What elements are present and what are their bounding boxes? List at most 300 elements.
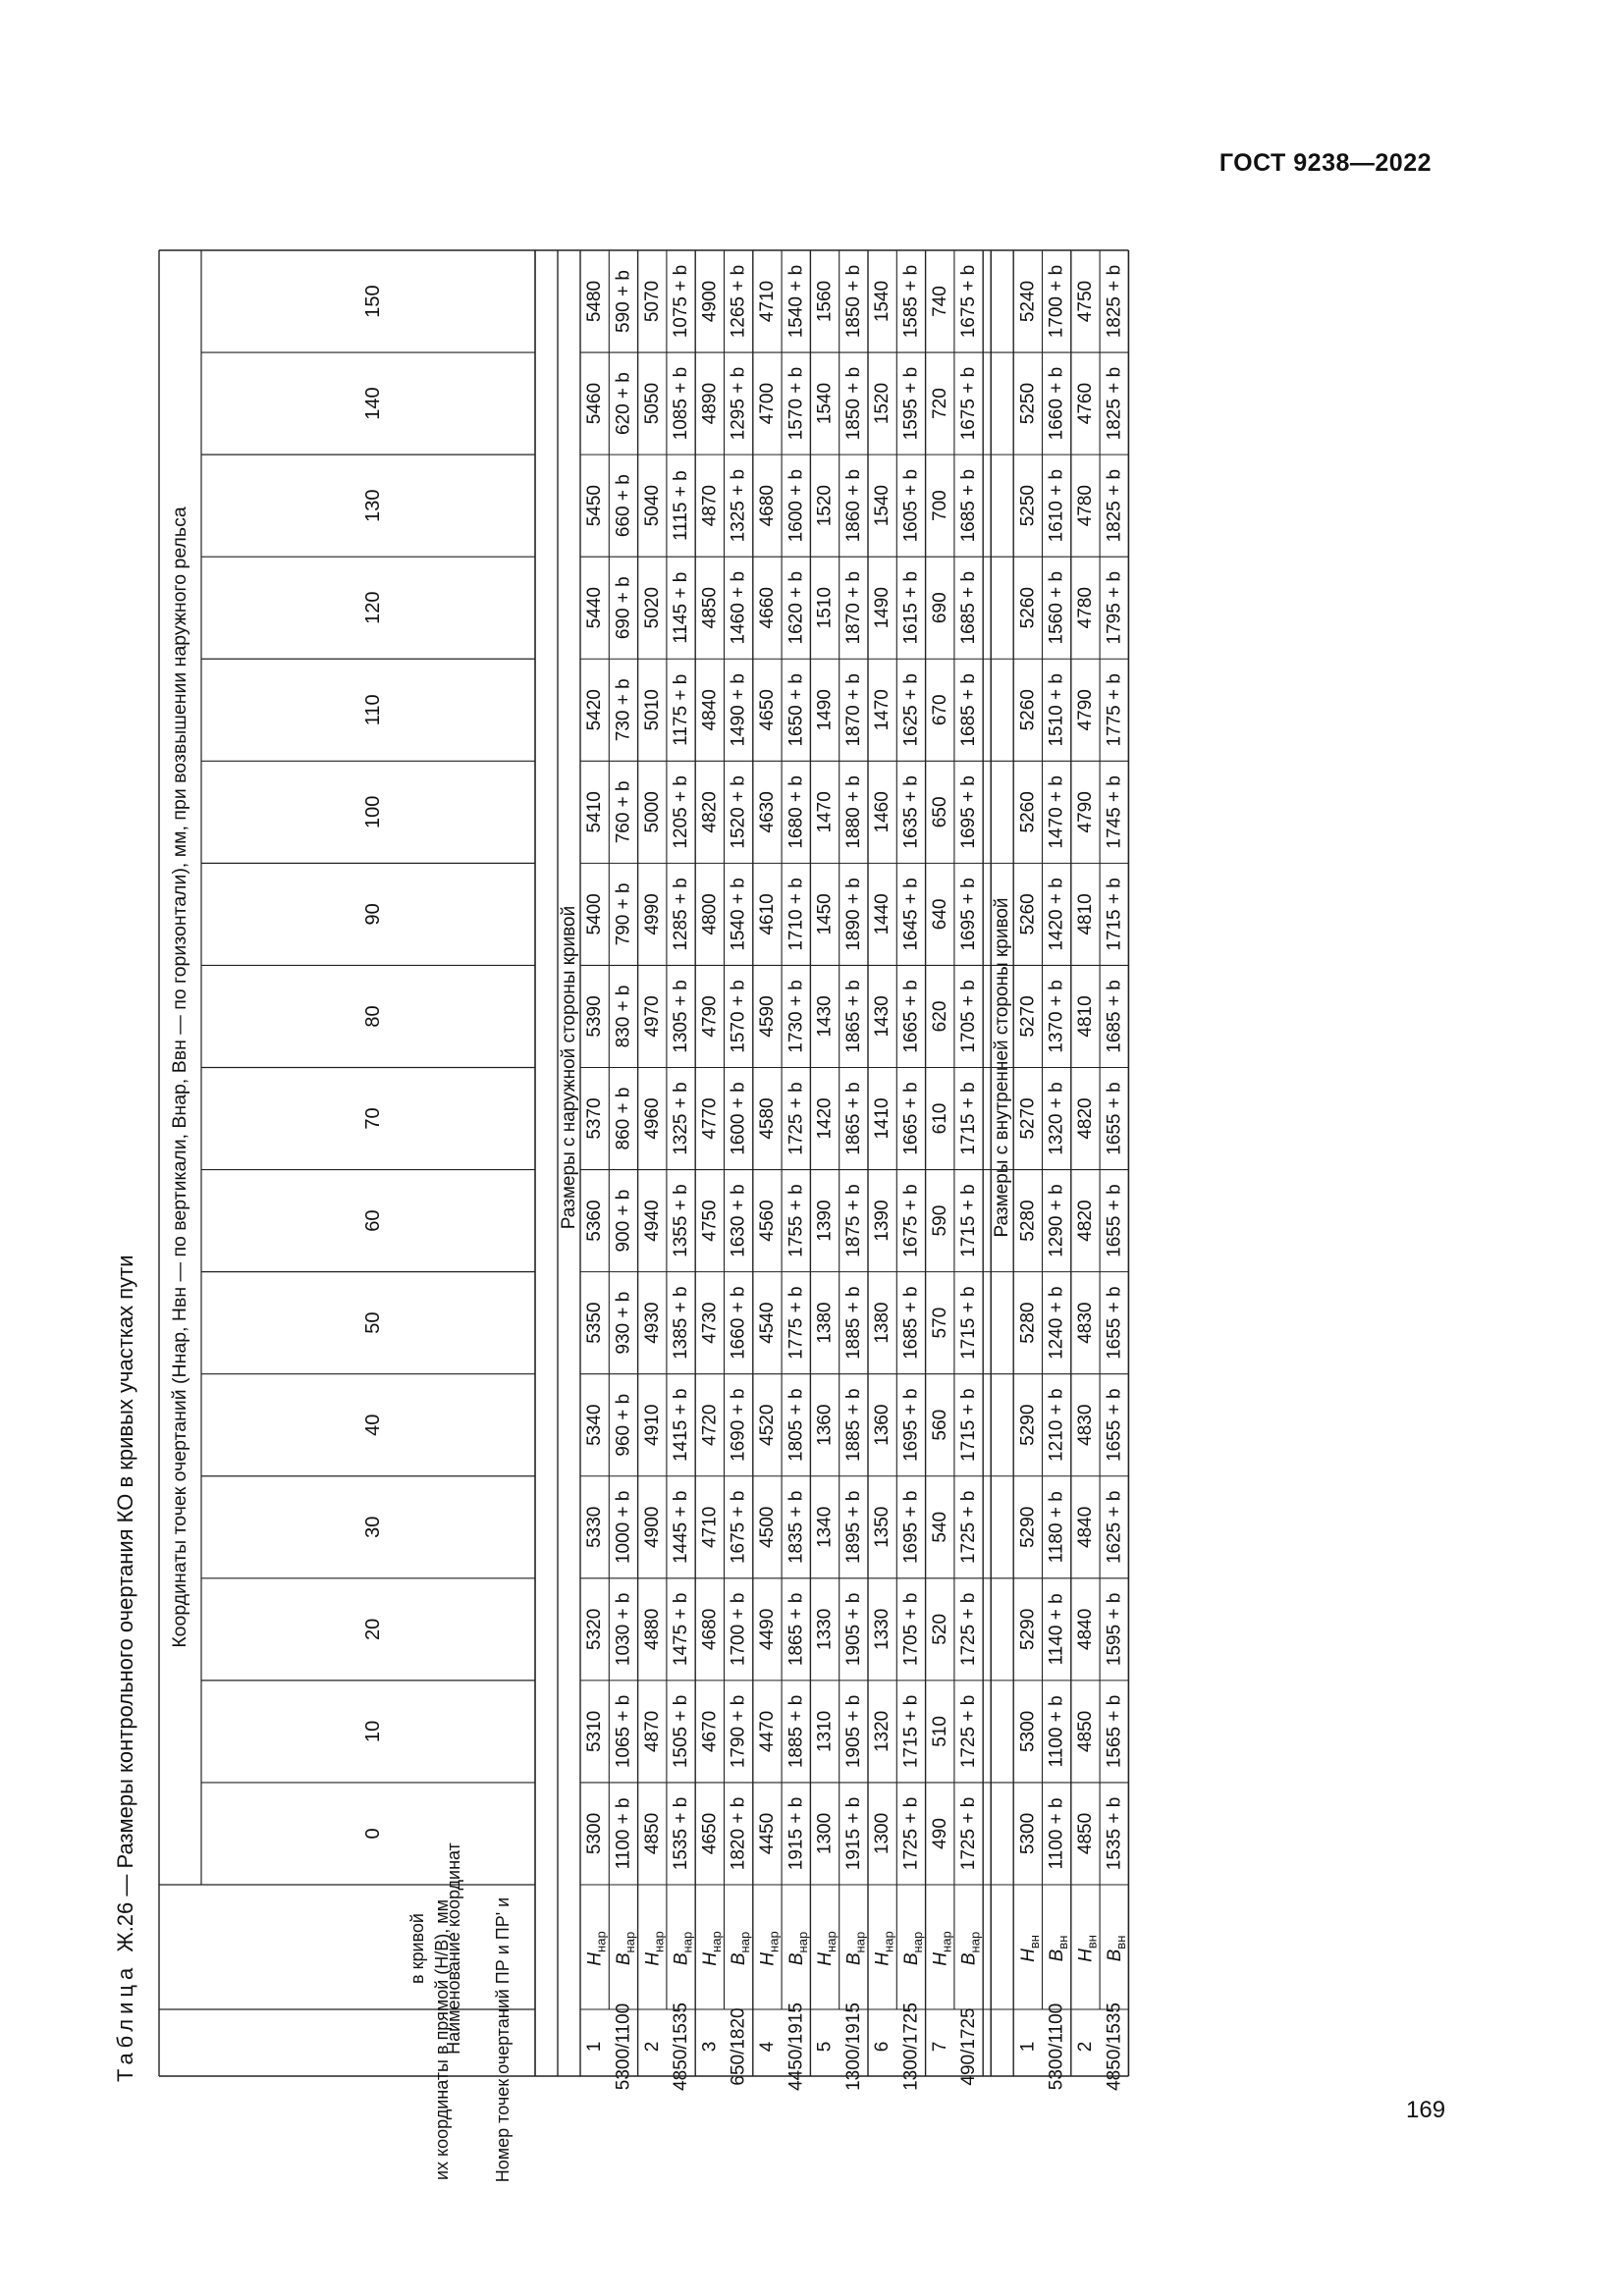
elevation-header: 20 xyxy=(362,1618,384,1640)
cell-value: 5450 xyxy=(584,485,606,527)
cell-value: 1305 + b xyxy=(671,980,692,1053)
cell-value: 1585 + b xyxy=(900,264,922,339)
cell-value: 1655 + b xyxy=(1104,1184,1125,1257)
cell-value: 1360 xyxy=(872,1404,893,1446)
cell-value: 620 xyxy=(929,1000,950,1033)
cell-value: 4790 xyxy=(699,995,721,1038)
cell-value: 1675 + b xyxy=(728,1490,749,1565)
cell-value: 5250 xyxy=(1017,485,1039,527)
point-coords: 4450/1915 xyxy=(785,2002,807,2091)
cell-value: 4830 xyxy=(1074,1404,1096,1446)
cell-value: 520 xyxy=(929,1613,950,1645)
cell-value: 1885 + b xyxy=(842,1286,864,1360)
cell-value: 1665 + b xyxy=(900,980,922,1053)
cell-value: 4750 xyxy=(1074,280,1096,323)
cell-value: 1905 + b xyxy=(842,1592,864,1667)
cell-value: 4810 xyxy=(1074,893,1096,935)
cell-value: 1795 + b xyxy=(1104,570,1125,645)
cell-value: 5040 xyxy=(641,485,663,527)
cell-value: 1685 + b xyxy=(1104,980,1125,1053)
cell-value: 4840 xyxy=(1074,1506,1096,1548)
coord-name: $B_{нар}$ xyxy=(671,1931,695,1966)
cell-value: 1540 xyxy=(872,485,893,527)
cell-value: 1320 xyxy=(872,1710,893,1753)
cell-value: 1325 + b xyxy=(728,468,749,543)
cell-value: 650 xyxy=(929,796,950,828)
point-number: 2 xyxy=(641,2041,663,2053)
cell-value: 1685 + b xyxy=(958,570,980,645)
cell-value: 1175 + b xyxy=(671,673,692,746)
header-point-line1: Номер точек очертаний ПР и ПР' и xyxy=(493,1896,513,2183)
cell-value: 1380 xyxy=(814,1302,836,1344)
point-coords: 490/1725 xyxy=(958,2007,980,2086)
cell-value: 4750 xyxy=(699,1200,721,1242)
cell-value: 1685 + b xyxy=(958,673,980,747)
cell-value: 1850 + b xyxy=(842,366,864,441)
cell-value: 4970 xyxy=(641,995,663,1038)
cell-value: 4680 xyxy=(756,485,778,527)
cell-value: 5270 xyxy=(1017,1097,1039,1140)
cell-value: 1030 + b xyxy=(613,1592,634,1667)
cell-value: 830 + b xyxy=(613,985,634,1048)
cell-value: 4900 xyxy=(641,1506,663,1548)
cell-value: 4790 xyxy=(1074,791,1096,833)
cell-value: 1535 + b xyxy=(671,1796,692,1871)
cell-value: 1655 + b xyxy=(1104,1388,1125,1462)
coord-name: $B_{нар}$ xyxy=(958,1931,983,1966)
cell-value: 1625 + b xyxy=(1104,1490,1125,1565)
cell-value: 1755 + b xyxy=(785,1184,807,1257)
cell-value: 5420 xyxy=(584,689,606,731)
coord-name: $B_{нар}$ xyxy=(613,1931,637,1966)
cell-value: 5440 xyxy=(584,587,606,629)
cell-value: 4840 xyxy=(1074,1608,1096,1650)
cell-value: 1675 + b xyxy=(958,366,980,441)
cell-value: 1300 xyxy=(872,1812,893,1855)
cell-value: 1825 + b xyxy=(1104,468,1125,543)
cell-value: 1600 + b xyxy=(785,468,807,543)
cell-value: 1560 xyxy=(814,280,836,323)
cell-value: 5290 xyxy=(1017,1404,1039,1446)
elevation-header: 50 xyxy=(362,1311,384,1334)
coord-name: $B_{вн}$ xyxy=(1046,1935,1070,1962)
cell-value: 1645 + b xyxy=(900,878,922,951)
cell-value: 620 + b xyxy=(613,372,634,436)
cell-value: 5020 xyxy=(641,587,663,629)
cell-value: 5050 xyxy=(641,382,663,425)
cell-value: 1650 + b xyxy=(785,673,807,747)
point-number: 3 xyxy=(699,2041,721,2053)
cell-value: 1470 xyxy=(872,689,893,731)
coord-name: $H_{нар}$ xyxy=(699,1931,724,1966)
cell-value: 1420 + b xyxy=(1046,878,1067,951)
cell-value: 4910 xyxy=(641,1404,663,1446)
cell-value: 1725 + b xyxy=(958,1796,980,1871)
cell-value: 860 + b xyxy=(613,1087,634,1150)
cell-value: 730 + b xyxy=(613,678,634,742)
cell-value: 1445 + b xyxy=(671,1490,692,1565)
cell-value: 790 + b xyxy=(613,882,634,946)
cell-value: 1560 + b xyxy=(1046,570,1067,645)
cell-value: 5300 xyxy=(584,1812,606,1855)
cell-value: 4470 xyxy=(756,1710,778,1753)
cell-value: 5260 xyxy=(1017,587,1039,629)
cell-value: 1290 + b xyxy=(1046,1184,1067,1257)
cell-value: 1180 + b xyxy=(1046,1491,1067,1564)
cell-value: 1625 + b xyxy=(900,673,922,747)
cell-value: 5290 xyxy=(1017,1506,1039,1548)
cell-value: 4670 xyxy=(699,1710,721,1753)
cell-value: 5270 xyxy=(1017,995,1039,1038)
cell-value: 5460 xyxy=(584,382,606,425)
header-group-text: Координаты точек очертаний (Hнар, Hвн — по вертикали, Bнар, Bвн — по горизонтали), мм, при возвышении наружного рельса xyxy=(169,507,190,1648)
cell-value: 720 xyxy=(929,388,950,419)
cell-value: 1695 + b xyxy=(900,1388,922,1462)
cell-value: 4630 xyxy=(756,791,778,833)
cell-value: 1360 xyxy=(814,1404,836,1446)
point-coords: 650/1820 xyxy=(728,2007,749,2086)
cell-value: 1450 xyxy=(814,893,836,935)
cell-value: 1350 xyxy=(872,1506,893,1548)
cell-value: 1340 xyxy=(814,1506,836,1548)
header-point-line2: их координаты в прямой (H/B), мм xyxy=(432,1898,452,2181)
coord-name: $B_{нар}$ xyxy=(842,1931,867,1966)
cell-value: 1570 + b xyxy=(785,366,807,441)
cell-value: 4850 xyxy=(1074,1710,1096,1753)
cell-value: 1470 + b xyxy=(1046,775,1067,849)
cell-value: 1380 xyxy=(872,1302,893,1344)
cell-value: 590 xyxy=(929,1204,950,1237)
cell-value: 5280 xyxy=(1017,1200,1039,1242)
cell-value: 1675 + b xyxy=(900,1184,922,1257)
header-name-line1: Наименование координат xyxy=(444,1842,463,2055)
section-title: Размеры с внутренней стороны кривой xyxy=(992,897,1013,1238)
cell-value: 1410 xyxy=(872,1097,893,1140)
cell-value: 1085 + b xyxy=(671,366,692,441)
cell-value: 5360 xyxy=(584,1200,606,1242)
cell-value: 5240 xyxy=(1017,280,1039,323)
cell-value: 4770 xyxy=(699,1097,721,1140)
cell-value: 4850 xyxy=(699,587,721,629)
cell-value: 1000 + b xyxy=(613,1490,634,1565)
cell-value: 1320 + b xyxy=(1046,1082,1067,1155)
cell-value: 1655 + b xyxy=(1104,1082,1125,1155)
cell-value: 570 xyxy=(929,1307,950,1339)
cell-value: 1100 + b xyxy=(1046,1797,1067,1870)
cell-value: 1870 + b xyxy=(842,673,864,747)
point-coords: 1300/1725 xyxy=(900,2002,922,2091)
cell-value: 1565 + b xyxy=(1104,1694,1125,1769)
cell-value: 1790 + b xyxy=(728,1694,749,1769)
cell-value: 660 + b xyxy=(613,474,634,538)
cell-value: 5350 xyxy=(584,1302,606,1344)
cell-value: 1210 + b xyxy=(1046,1388,1067,1462)
cell-value: 4610 xyxy=(756,893,778,935)
cell-value: 1415 + b xyxy=(671,1388,692,1462)
elevation-header: 60 xyxy=(362,1209,384,1232)
cell-value: 760 + b xyxy=(613,780,634,844)
cell-value: 4800 xyxy=(699,893,721,935)
cell-value: 1145 + b xyxy=(671,571,692,644)
cell-value: 4900 xyxy=(699,280,721,323)
elevation-header: 150 xyxy=(362,285,384,318)
cell-value: 1330 xyxy=(814,1608,836,1650)
point-coords: 1300/1915 xyxy=(842,2002,864,2091)
cell-value: 5260 xyxy=(1017,893,1039,935)
cell-value: 960 + b xyxy=(613,1393,634,1457)
cell-value: 1825 + b xyxy=(1104,264,1125,339)
cell-value: 1595 + b xyxy=(1104,1592,1125,1667)
cell-value: 1915 + b xyxy=(842,1796,864,1871)
cell-value: 5010 xyxy=(641,689,663,731)
page-number: 169 xyxy=(1406,2097,1446,2123)
cell-value: 1695 + b xyxy=(958,775,980,849)
cell-value: 1685 + b xyxy=(900,1286,922,1360)
cell-value: 1850 + b xyxy=(842,264,864,339)
cell-value: 1905 + b xyxy=(842,1694,864,1769)
cell-value: 4490 xyxy=(756,1608,778,1650)
coord-name: $H_{нар}$ xyxy=(814,1931,839,1966)
coord-name: $H_{нар}$ xyxy=(641,1931,666,1966)
cell-value: 1775 + b xyxy=(785,1286,807,1360)
cell-value: 1595 + b xyxy=(900,366,922,441)
cell-value: 690 + b xyxy=(613,576,634,640)
elevation-header: 100 xyxy=(362,795,384,829)
cell-value: 4810 xyxy=(1074,995,1096,1038)
cell-value: 4710 xyxy=(699,1506,721,1548)
cell-value: 1890 + b xyxy=(842,878,864,951)
cell-value: 4820 xyxy=(1074,1097,1096,1140)
cell-value: 5480 xyxy=(584,280,606,323)
cell-value: 1685 + b xyxy=(958,468,980,543)
cell-value: 5390 xyxy=(584,995,606,1038)
coord-name: $B_{нар}$ xyxy=(728,1931,752,1966)
cell-value: 640 xyxy=(929,898,950,931)
cell-value: 1440 xyxy=(872,893,893,935)
cell-value: 5260 xyxy=(1017,689,1039,731)
cell-value: 4590 xyxy=(756,995,778,1038)
cell-value: 1510 xyxy=(814,587,836,629)
cell-value: 1570 + b xyxy=(728,980,749,1053)
cell-value: 1660 + b xyxy=(1046,366,1067,441)
coord-name: $H_{вн}$ xyxy=(1074,1935,1099,1962)
elevation-header: 120 xyxy=(362,591,384,624)
cell-value: 1605 + b xyxy=(900,468,922,543)
cell-value: 1730 + b xyxy=(785,980,807,1053)
cell-value: 1805 + b xyxy=(785,1388,807,1462)
cell-value: 510 xyxy=(929,1716,950,1747)
cell-value: 560 xyxy=(929,1409,950,1441)
cell-value: 4560 xyxy=(756,1200,778,1242)
cell-value: 1725 + b xyxy=(958,1592,980,1667)
cell-value: 1680 + b xyxy=(785,775,807,849)
cell-value: 1635 + b xyxy=(900,775,922,849)
cell-value: 1745 + b xyxy=(1104,775,1125,849)
cell-value: 4830 xyxy=(1074,1302,1096,1344)
cell-value: 1705 + b xyxy=(958,980,980,1053)
cell-value: 1710 + b xyxy=(785,878,807,951)
cell-value: 1705 + b xyxy=(900,1592,922,1667)
cell-value: 4960 xyxy=(641,1097,663,1140)
cell-value: 1700 + b xyxy=(728,1592,749,1667)
cell-value: 1715 + b xyxy=(958,1388,980,1462)
cell-value: 4870 xyxy=(699,485,721,527)
elevation-header: 80 xyxy=(362,1005,384,1028)
cell-value: 1390 xyxy=(814,1200,836,1242)
cell-value: 1725 + b xyxy=(785,1082,807,1155)
cell-value: 1860 + b xyxy=(842,468,864,543)
cell-value: 4540 xyxy=(756,1302,778,1344)
cell-value: 740 xyxy=(929,286,950,317)
cell-value: 1115 + b xyxy=(671,470,692,541)
cell-value: 1370 + b xyxy=(1046,980,1067,1053)
cell-value: 1695 + b xyxy=(900,1490,922,1565)
cell-value: 1520 xyxy=(814,485,836,527)
coord-name: $H_{нар}$ xyxy=(872,1931,896,1966)
cell-value: 4990 xyxy=(641,893,663,935)
cell-value: 1460 + b xyxy=(728,570,749,645)
cell-value: 5250 xyxy=(1017,382,1039,425)
cell-value: 1880 + b xyxy=(842,775,864,849)
cell-value: 1865 + b xyxy=(842,1082,864,1155)
cell-value: 700 xyxy=(929,490,950,522)
cell-value: 1875 + b xyxy=(842,1184,864,1257)
cell-value: 4820 xyxy=(1074,1200,1096,1242)
cell-value: 1510 + b xyxy=(1046,673,1067,747)
cell-value: 4710 xyxy=(756,280,778,323)
cell-value: 1490 xyxy=(872,587,893,629)
elevation-header: 30 xyxy=(362,1516,384,1538)
cell-value: 1295 + b xyxy=(728,366,749,441)
elevation-header: 0 xyxy=(362,1828,384,1840)
cell-value: 1520 xyxy=(872,382,893,425)
cell-value: 1430 xyxy=(814,995,836,1038)
cell-value: 670 xyxy=(929,694,950,726)
cell-value: 610 xyxy=(929,1102,950,1135)
cell-value: 1240 + b xyxy=(1046,1286,1067,1360)
cell-value: 4880 xyxy=(641,1608,663,1650)
cell-value: 5300 xyxy=(1017,1710,1039,1753)
cell-value: 5340 xyxy=(584,1404,606,1446)
cell-value: 4850 xyxy=(1074,1812,1096,1855)
cell-value: 1630 + b xyxy=(728,1184,749,1257)
cell-value: 1695 + b xyxy=(958,878,980,951)
section-title: Размеры с наружной стороны кривой xyxy=(559,905,579,1230)
cell-value: 1615 + b xyxy=(900,570,922,645)
coord-name: $H_{нар}$ xyxy=(929,1931,953,1966)
cell-value: 1385 + b xyxy=(671,1286,692,1360)
coord-name: $H_{нар}$ xyxy=(756,1931,781,1966)
cell-value: 1075 + b xyxy=(671,264,692,339)
cell-value: 4780 xyxy=(1074,485,1096,527)
cell-value: 1540 + b xyxy=(728,878,749,951)
coord-name: $B_{нар}$ xyxy=(785,1931,810,1966)
cell-value: 5310 xyxy=(584,1710,606,1753)
cell-value: 1100 + b xyxy=(613,1797,634,1870)
cell-value: 1825 + b xyxy=(1104,366,1125,441)
cell-value: 4450 xyxy=(756,1812,778,1855)
cell-value: 4780 xyxy=(1074,587,1096,629)
cell-value: 540 xyxy=(929,1511,950,1543)
cell-value: 1540 xyxy=(872,280,893,323)
elevation-header: 10 xyxy=(362,1720,384,1743)
cell-value: 4760 xyxy=(1074,382,1096,425)
elevation-header: 40 xyxy=(362,1414,384,1436)
cell-value: 1895 + b xyxy=(842,1490,864,1565)
cell-value: 1725 + b xyxy=(958,1490,980,1565)
coord-name: $B_{нар}$ xyxy=(900,1931,925,1966)
cell-value: 1065 + b xyxy=(613,1694,634,1769)
cell-value: 1885 + b xyxy=(842,1388,864,1462)
cell-value: 4890 xyxy=(699,382,721,425)
cell-value: 1540 + b xyxy=(785,264,807,339)
cell-value: 1505 + b xyxy=(671,1694,692,1769)
cell-value: 4720 xyxy=(699,1404,721,1446)
elevation-header: 70 xyxy=(362,1107,384,1130)
cell-value: 5320 xyxy=(584,1608,606,1650)
cell-value: 1330 xyxy=(872,1608,893,1650)
cell-value: 1865 + b xyxy=(842,980,864,1053)
cell-value: 1700 + b xyxy=(1046,264,1067,339)
point-number: 1 xyxy=(584,2041,606,2053)
cell-value: 1310 xyxy=(814,1710,836,1753)
cell-value: 4650 xyxy=(756,689,778,731)
cell-value: 4700 xyxy=(756,382,778,425)
cell-value: 5070 xyxy=(641,280,663,323)
document-code: ГОСТ 9238—2022 xyxy=(1218,149,1432,177)
coord-name: $B_{вн}$ xyxy=(1104,1935,1128,1962)
cell-value: 1775 + b xyxy=(1104,673,1125,747)
cell-value: 4500 xyxy=(756,1506,778,1548)
cell-value: 1865 + b xyxy=(785,1592,807,1667)
cell-value: 1540 xyxy=(814,382,836,425)
cell-value: 4870 xyxy=(641,1710,663,1753)
cell-value: 4790 xyxy=(1074,689,1096,731)
cell-value: 5000 xyxy=(641,791,663,833)
point-coords: 4850/1535 xyxy=(671,2002,692,2091)
cell-value: 1300 xyxy=(814,1812,836,1855)
cell-value: 1715 + b xyxy=(958,1286,980,1360)
point-coords: 4850/1535 xyxy=(1104,2002,1125,2091)
point-coords: 5300/1100 xyxy=(613,2002,634,2091)
cell-value: 1715 + b xyxy=(958,1082,980,1155)
cell-value: 1420 xyxy=(814,1097,836,1140)
cell-value: 1725 + b xyxy=(900,1796,922,1871)
cell-value: 1660 + b xyxy=(728,1286,749,1360)
cell-value: 4580 xyxy=(756,1097,778,1140)
cell-value: 930 + b xyxy=(613,1291,634,1355)
elevation-header: 130 xyxy=(362,489,384,522)
cell-value: 1600 + b xyxy=(728,1082,749,1155)
cell-value: 1265 + b xyxy=(728,264,749,339)
cell-value: 1885 + b xyxy=(785,1694,807,1769)
point-number: 7 xyxy=(929,2041,950,2053)
cell-value: 1460 xyxy=(872,791,893,833)
cell-value: 1430 xyxy=(872,995,893,1038)
cell-value: 4660 xyxy=(756,587,778,629)
point-number: 5 xyxy=(814,2041,836,2053)
cell-value: 1620 + b xyxy=(785,570,807,645)
cell-value: 5260 xyxy=(1017,791,1039,833)
cell-value: 1610 + b xyxy=(1046,468,1067,543)
cell-value: 1520 + b xyxy=(728,775,749,849)
cell-value: 1655 + b xyxy=(1104,1286,1125,1360)
cell-value: 1100 + b xyxy=(1046,1695,1067,1768)
cell-value: 1870 + b xyxy=(842,570,864,645)
cell-value: 1715 + b xyxy=(900,1694,922,1769)
cell-value: 1475 + b xyxy=(671,1592,692,1667)
cell-value: 1285 + b xyxy=(671,878,692,951)
